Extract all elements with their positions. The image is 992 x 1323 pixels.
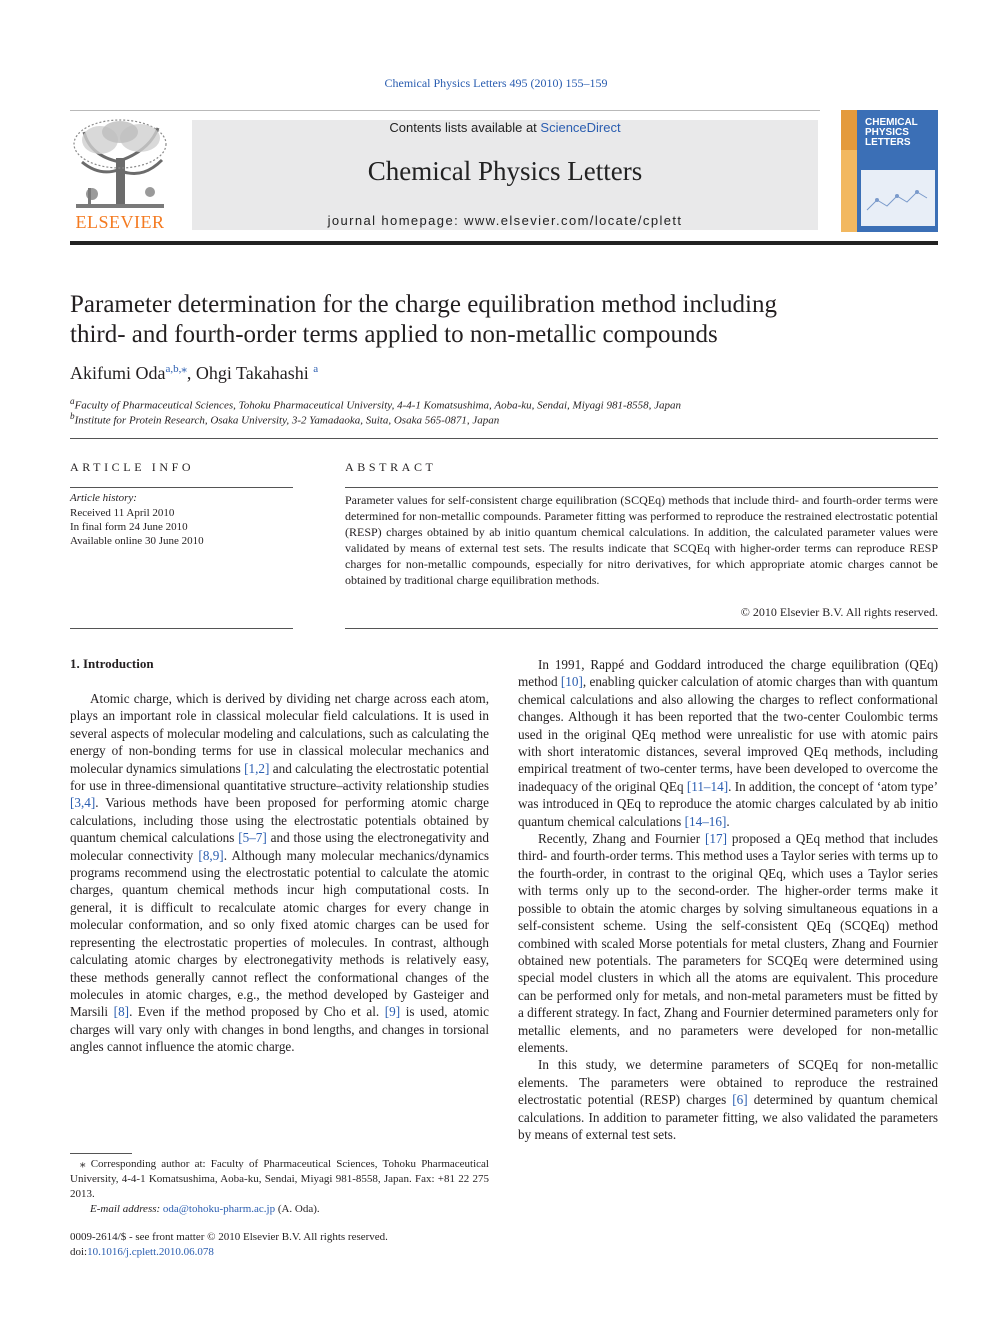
title-rule <box>70 438 938 439</box>
received-date: Received 11 April 2010 <box>70 507 175 519</box>
article-title-line-1: Parameter determination for the charge equilibration method including <box>70 291 777 318</box>
article-info-bottom-rule <box>70 628 293 629</box>
corresponding-author-footnote: ⁎ Corresponding author at: Faculty of Pharmaceutical Sciences, Tohoku Pharmaceutical University, 4-4-1 Komatsushima, Aoba-ku, Sendai, Miyagi 981-8558, Japan. Fax: +81 22 275 2013. E-mail address: oda@tohoku-pharm.ac.jp (A. Oda). <box>70 1158 489 1215</box>
affiliation-b: $^b$Institute for Protein Research, Osaka University, 3-2 Yamadaoka, Suita, Osaka 565-0871, Japan <box>70 411 500 427</box>
elsevier-logo[interactable] <box>70 118 170 230</box>
author-affiliation-mark[interactable]: a <box>313 363 319 375</box>
cover-molecule-icon <box>861 170 935 226</box>
paragraph: Recently, Zhang and Fournier [17] proposed a QEq method that includes third- and fourth-order terms. This method uses a Taylor series with terms up to the fourth-order, in contrast to the original QEq, which uses a Taylor series with terms only up to the second-order. The higher-order terms make it possible to obtain the atomic charges by solving simultaneous equations in a self-consistent scheme. Using the self-consistent QEq (SCQEq) method combined with scaled Morse potentials for metal clusters, Zhang and Fournier obtained new potentials. The parameters for SCQEq were determined using special model clusters in which all the atoms are equivalent. This procedure can be performed only for metals, and non-metal parameters must be fitted by a different strategy. In fact, Zhang and Fournier determined parameters only for metallic elements, and no parameters were developed for non-metallic elements. <box>518 831 938 1055</box>
issn-line: 0009-2614/$ - see front matter © 2010 Elsevier B.V. All rights reserved. <box>70 1231 388 1243</box>
author-name: Akifumi Oda <box>70 363 166 383</box>
issn-doi-block <box>70 1230 489 1260</box>
abstract-bottom-rule <box>345 628 938 629</box>
abstract-text: Parameter values for self-consistent charge equilibration (SCQEq) methods that include third- and fourth-order terms were determined for non-metallic compounds. Parameter fitting was performed to reproduce the restrained electrostatic potential (RESP) charges obtained by ab initio quantum chemical calculations. In addition, the calculated parameter values were validated by means of external test sets. The results indicate that SCQEq with higher-order terms can reproduce RESP charges for non-metallic compounds, especially for nitro derivatives, for which appropriate atomic charges cannot be obtained by traditional charge equilibration methods. <box>345 493 938 587</box>
citation-link[interactable]: [5–7] <box>238 830 267 846</box>
footnote-rule <box>70 1153 132 1154</box>
citation-link[interactable]: [14–16] <box>684 813 727 829</box>
contents-prefix: Contents lists available at <box>389 120 541 135</box>
online-date: Available online 30 June 2010 <box>70 535 204 547</box>
contents-line <box>192 120 818 135</box>
citation-link[interactable]: [8,9] <box>198 847 224 863</box>
final-form-date: In final form 24 June 2010 <box>70 521 188 533</box>
sciencedirect-link[interactable]: ScienceDirect <box>540 120 621 135</box>
abstract-rule <box>345 487 938 488</box>
author-email-link[interactable]: oda@tohoku-pharm.ac.jp <box>162 1203 276 1215</box>
doi-link[interactable]: 10.1016/j.cplett.2010.06.078 <box>87 1246 214 1258</box>
header-thick-rule <box>70 241 938 245</box>
section-heading: 1. Introduction <box>70 656 154 671</box>
elsevier-wordmark: ELSEVIER <box>75 212 165 232</box>
journal-cover[interactable] <box>841 110 938 232</box>
article-history-label: Article history: <box>70 492 137 504</box>
citation-link[interactable]: [3,4] <box>70 795 96 811</box>
doi-line: doi:10.1016/j.cplett.2010.06.078 <box>70 1246 214 1258</box>
author-name: Ohgi Takahashi <box>195 363 309 383</box>
article-info-rule <box>70 487 293 488</box>
cover-strip-lower <box>841 150 857 232</box>
citation-link[interactable]: [17] <box>705 831 727 847</box>
paragraph: Atomic charge, which is derived by dividing net charge across each atom, plays an important role in classical molecular field calculations. It is used in several aspects of molecular modeling and calculations, such as calculating the energy of non-bonding terms for use in classical molecular mechanics and molecular dynamics simulations [1,2] and calculating the electrostatic potential for use in three-dimensional quantitative structure–activity relationship studies [3,4]. Various methods have been proposed for performing atomic charge calculations, including those using the electrostatic potentials obtained by quantum chemical calculations [5–7] and those using the electronegativity and molecular connectivity [8,9]. Although many molecular mechanics/dynamics programs recommend using the electrostatic potential to calculate the atomic charges, quantum chemical methods incur high computational costs. In general, it is difficult to recalculate atomic charges for every change in molecular conformation, and so only fixed atomic charges can be used for representing the electrostatic properties of molecules. In contrast, although calculating atomic charges by electronegativity methods is relatively easy, these methods generally cannot reflect the conformational changes of the molecules in atomic charges, e.g., the method developed by Gasteiger and Marsili [8]. Even if the method proposed by Cho et al. [9] is used, atomic charges will vary only with changes in bond lengths, and changes in torsional angles cannot influence the atomic charge. <box>70 691 489 1055</box>
paragraph: In this study, we determine parameters of SCQEq for non-metallic elements. The parameters were obtained to reproduce the restrained electrostatic potential (RESP) charges [6] determined by quantum chemical calculations. In addition to parameter fitting, we also validated the parameters by means of external test sets. <box>518 1057 939 1142</box>
affiliation-a: $^a$Faculty of Pharmaceutical Sciences, Tohoku Pharmaceutical University, 4-4-1 Komatsushima, Aoba-ku, Sendai, Miyagi 981-8558, Japan <box>70 396 682 412</box>
elsevier-tree-icon <box>70 118 170 212</box>
citation-link[interactable]: [8] <box>113 1004 130 1020</box>
article-info-heading: ARTICLE INFO <box>70 460 195 474</box>
author-list <box>70 362 318 384</box>
article-title-line-2: third- and fourth-order terms applied to non-metallic compounds <box>70 321 718 348</box>
body-column-left <box>70 690 489 1056</box>
abstract-heading: ABSTRACT <box>345 460 437 474</box>
cover-title: CHEMICAL PHYSICS LETTERS <box>865 117 918 148</box>
citation-link[interactable]: [1,2] <box>244 760 270 776</box>
article-title <box>70 290 930 350</box>
paragraph: In 1991, Rappé and Goddard introduced the charge equilibration (QEq) method [10], enabling quicker calculation of atomic charges than with quantum chemical calculations and also allowing the charges to reflect conformational changes. Although it has been reported that the two-center Coulombic terms used in the original QEq method were unrealistic for use with atomic pairs with short interatomic distances, several improved QEq methods, including empirical treatment of two-center terms, have been developed to overcome the inadequacy of the original QEq [11–14]. In addition, the concept of ‘atom type’ was introduced in QEq to reproduce the atomic charges calculated by ab initio quantum chemical calculations [14–16]. <box>518 657 938 829</box>
citation-link[interactable]: [10] <box>560 674 583 690</box>
journal-citation[interactable]: Chemical Physics Letters 495 (2010) 155–159 <box>384 76 608 90</box>
body-column-right <box>518 656 938 1143</box>
citation-link[interactable]: [6] <box>732 1092 748 1108</box>
abstract-copyright: © 2010 Elsevier B.V. All rights reserved. <box>740 605 938 619</box>
journal-name: Chemical Physics Letters <box>367 156 643 186</box>
author-separator: , <box>186 363 196 383</box>
author-affiliation-mark[interactable]: a,b,⁎ <box>165 363 187 375</box>
header-top-rule <box>70 110 820 111</box>
cover-image <box>861 170 935 226</box>
citation-link[interactable]: [11–14] <box>686 778 729 794</box>
citation-link[interactable]: [9] <box>384 1004 401 1020</box>
journal-homepage[interactable]: journal homepage: www.elsevier.com/locate/cplett <box>327 213 683 228</box>
